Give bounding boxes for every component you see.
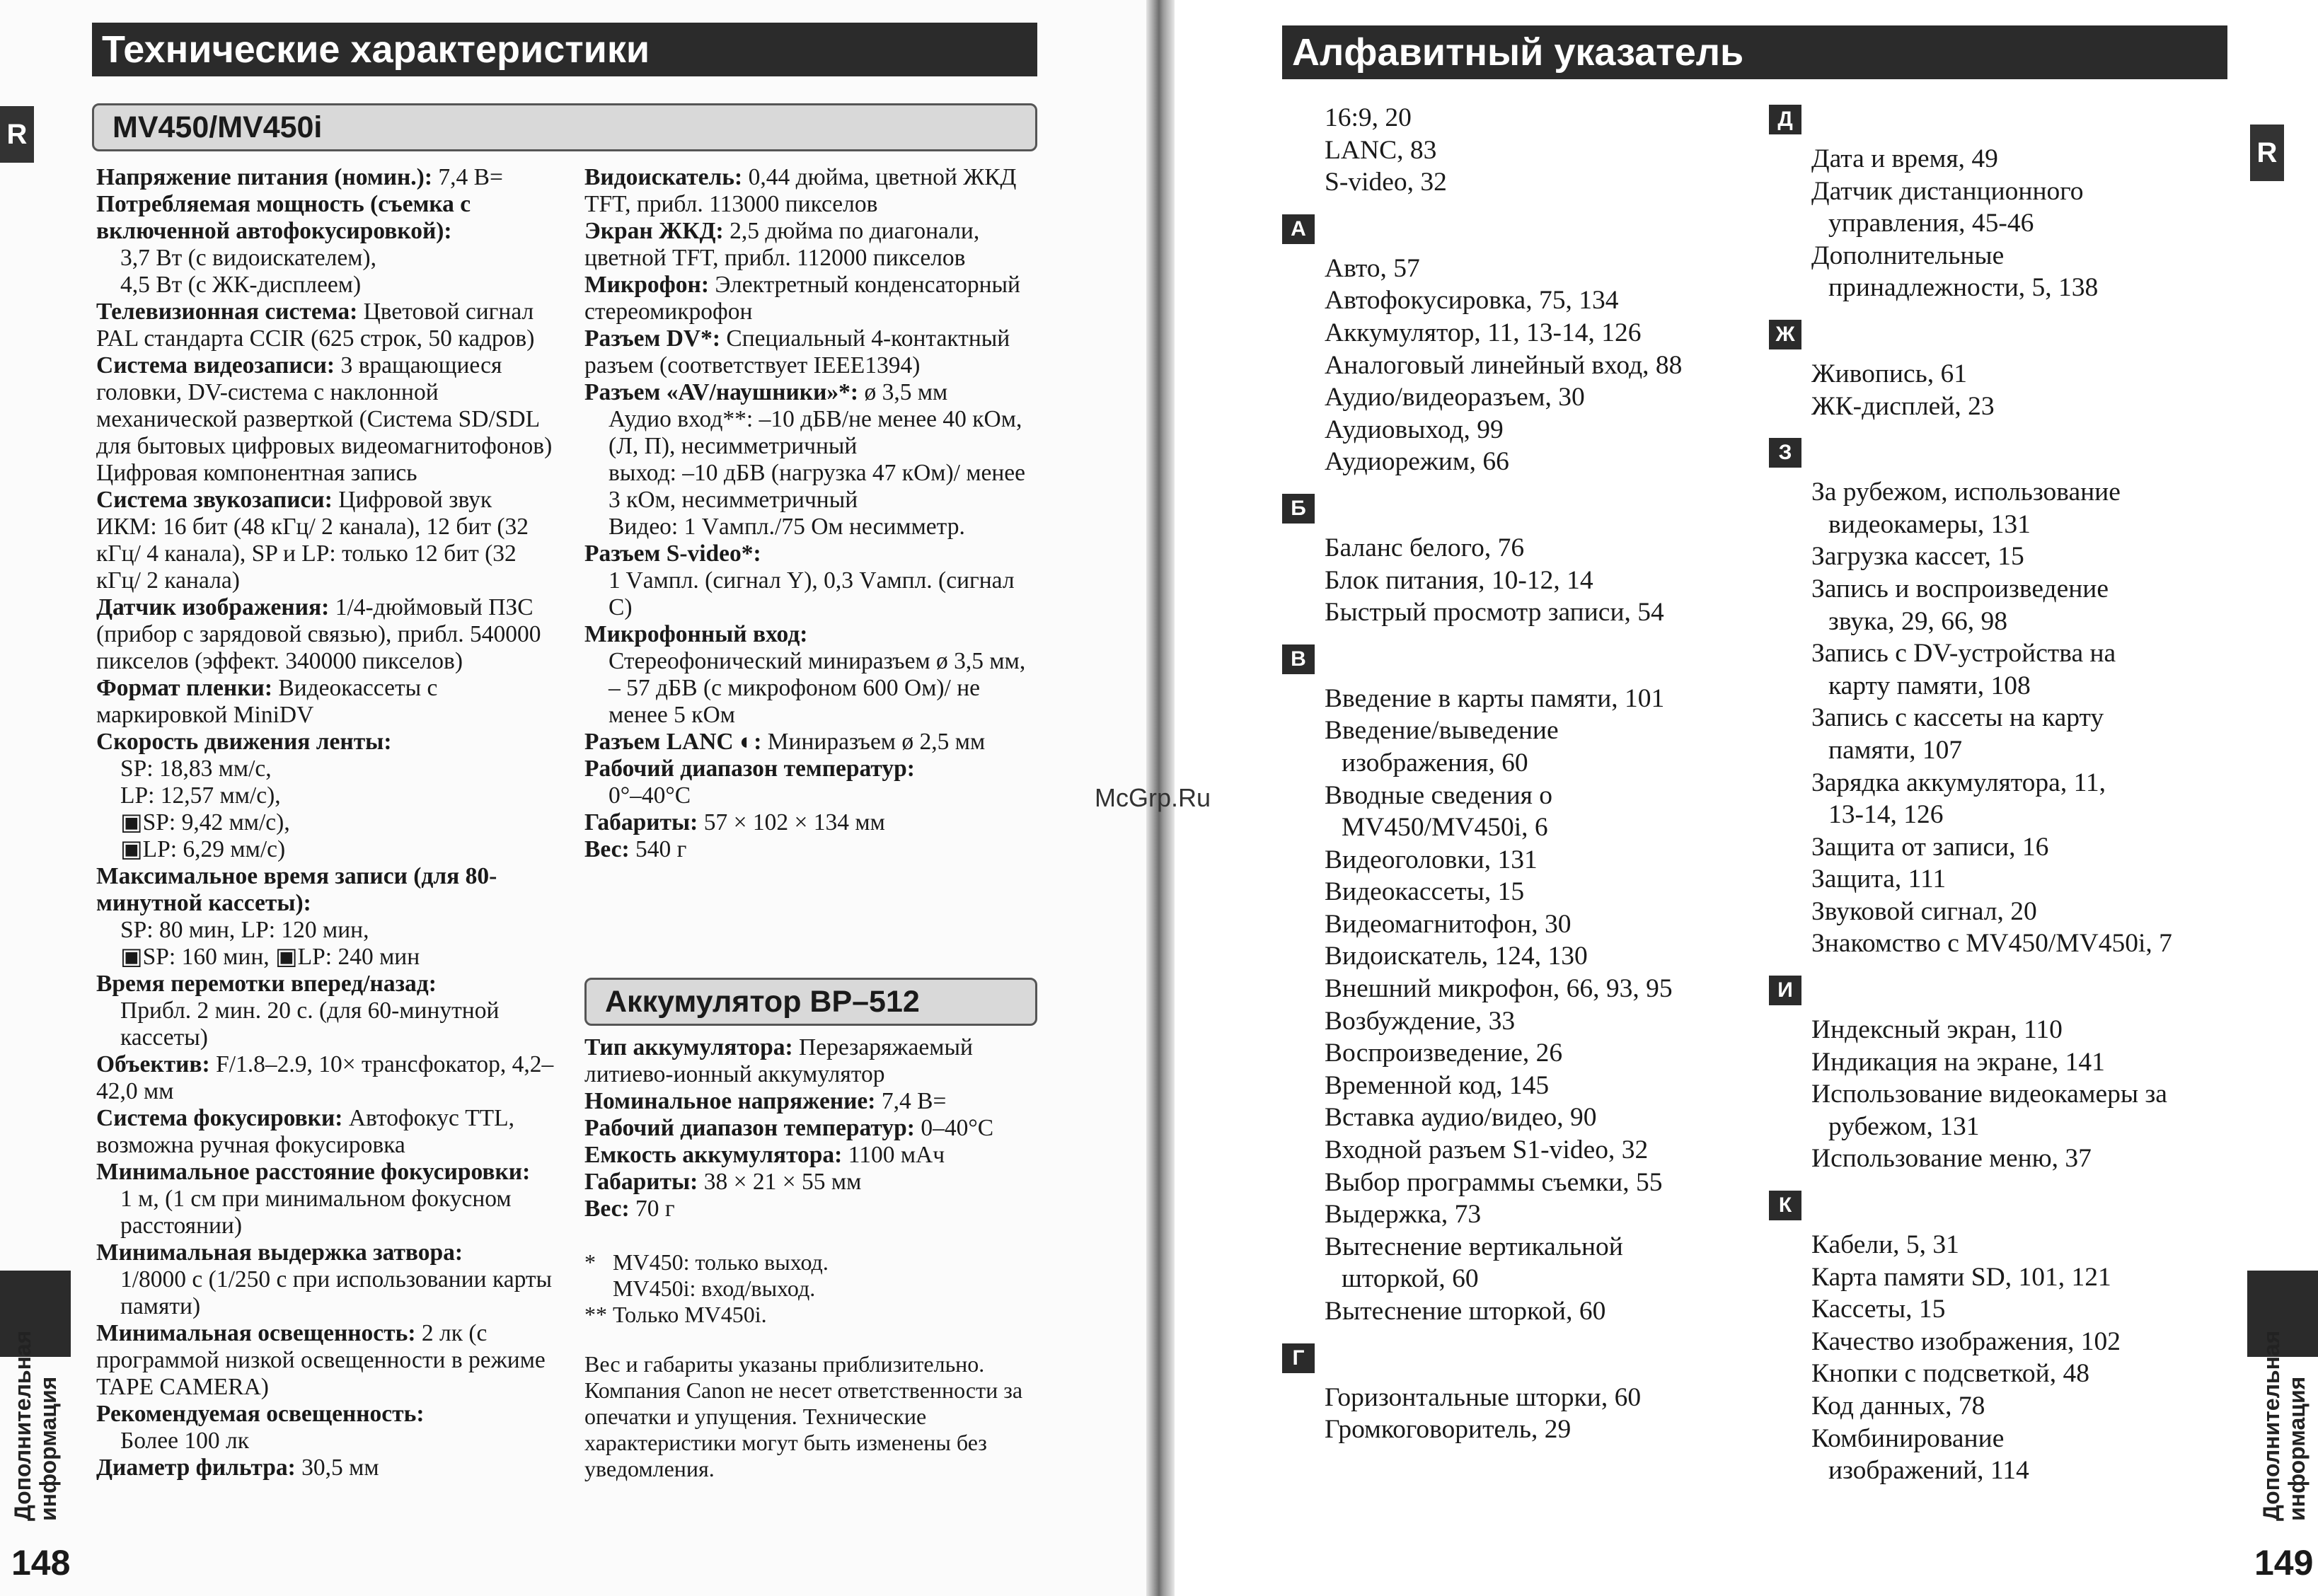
- index-entry-text: Авто, 57: [1325, 253, 1420, 283]
- spec-item: [96, 1051, 556, 1105]
- index-entry: [1769, 1326, 2236, 1358]
- index-entry-text: Внешний микрофон, 66, 93, 95: [1325, 974, 1673, 1004]
- index-letter-header: В: [1282, 644, 1315, 674]
- index-letter-header: Г: [1282, 1343, 1315, 1373]
- index-entry-text: Видоискатель, 124, 130: [1325, 942, 1588, 971]
- spec-key: Диаметр фильтра:: [96, 1455, 296, 1481]
- index-entry: [1769, 358, 2236, 391]
- index-entry-text: Видеоголовки, 131: [1325, 845, 1538, 874]
- page-number: 149: [2254, 1543, 2314, 1583]
- index-entry-text: Вытеснение шторкой, 60: [1325, 1297, 1606, 1326]
- index-entry-text: Защита, 111: [1811, 865, 1947, 894]
- spec-key: Микрофонный вход:: [584, 621, 808, 647]
- spec-item: [584, 325, 1037, 379]
- index-entry-text: Кнопки с подсветкой, 48: [1811, 1359, 2089, 1389]
- index-entry-text: Быстрый просмотр записи, 54: [1325, 598, 1664, 628]
- index-entry-text: S-video, 32: [1325, 168, 1447, 197]
- spec-item: [96, 1320, 556, 1401]
- index-entry-text: Запись с кассеты на карту: [1811, 703, 2104, 733]
- index-entry-text: Видеомагнитофон, 30: [1325, 909, 1572, 939]
- spec-key: Система фокусировки:: [96, 1105, 343, 1131]
- spec-item: [584, 729, 1037, 756]
- spec-key: Тип аккумулятора:: [584, 1034, 793, 1060]
- spec-item: [584, 1088, 1037, 1115]
- index-entry: [1769, 1229, 2236, 1261]
- spec-value: F/1.8–2.9, 10× трансфокатор, 4,2–42,0 мм: [96, 1051, 554, 1104]
- index-entry-text: Воспроизведение, 26: [1325, 1039, 1563, 1068]
- index-entry-text: Запись и воспроизведение: [1811, 574, 2109, 603]
- spec-key: Габариты:: [584, 809, 698, 835]
- index-entry: [1282, 1037, 1735, 1070]
- index-entry-text: Карта памяти SD, 101, 121: [1811, 1262, 2111, 1292]
- spec-key: Система звукозаписи:: [96, 487, 333, 513]
- spec-value: 70 г: [629, 1196, 675, 1222]
- spec-key: Минимальная освещенность:: [96, 1320, 416, 1346]
- spec-key: Емкость аккумулятора:: [584, 1142, 843, 1168]
- index-entry: [1769, 767, 2236, 831]
- index-entry-text: Кабели, 5, 31: [1811, 1230, 1959, 1260]
- side-label-line1: Дополнительная: [2259, 1330, 2284, 1521]
- side-label: [10, 1238, 81, 1521]
- index-entry-text: Индексный экран, 110: [1811, 1015, 2063, 1045]
- spec-value: Миниразъем ø 2,5 мм: [761, 729, 986, 755]
- spec-line: ▣LP: 6,29 мм/с): [120, 836, 286, 862]
- footnotes: [584, 1249, 1037, 1328]
- spec-key: Экран ЖКД:: [584, 218, 724, 244]
- spec-value: Перезаряжаемый литиево-ионный аккумулятор: [584, 1034, 973, 1087]
- spec-value: 7,4 В=: [875, 1088, 947, 1114]
- disclaimer: Вес и габариты указаны приблизительно. Компания Canon не несет ответственности за опечатки и упущения. Технические характеристики могут быть изменены без уведомления.: [584, 1351, 1023, 1481]
- index-entry: [1282, 683, 1735, 715]
- spec-item: [96, 971, 556, 1051]
- index-entry: [1282, 284, 1735, 317]
- index-entry: [1282, 596, 1735, 629]
- index-entry: [1282, 1134, 1735, 1167]
- index-entry: [1282, 253, 1735, 285]
- index-entry: [1282, 134, 1735, 167]
- spec-column-1: [96, 164, 556, 1481]
- side-label-line2: информация: [2284, 1376, 2310, 1521]
- index-entry: [1282, 102, 1735, 134]
- spec-key: Рабочий диапазон температур:: [584, 756, 915, 782]
- spec-item: [96, 191, 556, 299]
- index-entry-text: Звуковой сигнал, 20: [1811, 896, 2037, 926]
- index-entry: [1769, 1261, 2236, 1294]
- index-entry-text: Кассеты, 15: [1811, 1295, 1946, 1324]
- spec-item: [584, 1034, 1037, 1088]
- spec-item: [96, 863, 556, 971]
- index-entry-text: За рубежом, использование: [1811, 478, 2121, 507]
- index-entry: [1769, 637, 2236, 702]
- index-entry: [1282, 1295, 1735, 1328]
- index-entry: [1282, 381, 1735, 414]
- index-entry-text: Вставка аудио/видео, 90: [1325, 1103, 1597, 1133]
- spec-value: Цифровой звук ИКМ: 16 бит (48 кГц/ 2 канала), 12 бит (32 кГц/ 4 канала), SP и LP: только 12 бит (32 кГц/ 2 канала): [96, 487, 529, 594]
- spec-key: Формат пленки:: [96, 675, 272, 701]
- index-entry-text: Громкоговоритель, 29: [1325, 1415, 1572, 1445]
- spec-key: Вес:: [584, 1196, 630, 1222]
- index-entry: [1282, 876, 1735, 908]
- index-entry-continuation: MV450/MV450i, 6: [1342, 813, 1548, 843]
- index-entry-text: Дата и время, 49: [1811, 144, 1998, 173]
- index-entry: [1282, 317, 1735, 349]
- right-page: [1175, 0, 2318, 1596]
- spec-line: LP: 12,57 мм/с),: [120, 782, 281, 809]
- side-label-line2: информация: [35, 1376, 61, 1521]
- spec-line: 3,7 Вт (с видоискателем),: [120, 245, 376, 271]
- spec-item: [584, 756, 1037, 809]
- spec-line: ▣SP: 9,42 мм/с),: [120, 809, 290, 835]
- spec-key: Время перемотки вперед/назад:: [96, 971, 437, 997]
- spec-line: ▣SP: 160 мин, ▣LP: 240 мин: [120, 944, 420, 970]
- index-entry-text: Баланс белого, 76: [1325, 533, 1525, 562]
- index-entry: [1282, 446, 1735, 478]
- index-entry: [1769, 1293, 2236, 1326]
- spec-value: 0–40°C: [914, 1115, 994, 1141]
- spec-item: [96, 1239, 556, 1320]
- battery-specs: [584, 1034, 1037, 1222]
- spec-item: [584, 379, 1037, 540]
- spec-item: [584, 1169, 1037, 1196]
- footnote-line: * MV450: только выход.: [584, 1249, 829, 1275]
- spec-key: Система видеозаписи:: [96, 352, 335, 378]
- index-entry-text: Зарядка аккумулятора, 11,: [1811, 768, 2106, 797]
- index-entry: [1282, 532, 1735, 565]
- spec-item: [584, 540, 1037, 621]
- index-entry-text: Введение/выведение: [1325, 716, 1559, 746]
- spec-value: Цветовой сигнал PAL стандарта CCIR (625 строк, 50 кадров): [96, 299, 535, 352]
- index-entry: [1282, 1167, 1735, 1199]
- index-entry-continuation: 13-14, 126: [1828, 800, 1944, 830]
- section-tab-r: R: [0, 106, 34, 163]
- spec-item: [96, 299, 556, 352]
- spec-key: Разъем «AV/наушники»*:: [584, 379, 859, 405]
- index-entry-text: Аудиовыход, 99: [1325, 415, 1504, 444]
- index-entry-text: Выбор программы съемки, 55: [1325, 1167, 1663, 1197]
- page-number: 148: [11, 1543, 71, 1583]
- spec-item: [584, 621, 1037, 729]
- index-letter-header: И: [1769, 976, 1801, 1005]
- index-letter-header: Ж: [1769, 320, 1801, 349]
- spec-line: Стереофонический миниразъем ø 3,5 мм, – 57 дБВ (с микрофоном 600 Ом)/ не менее 5 кОм: [609, 648, 1032, 728]
- index-entry-text: Код данных, 78: [1811, 1392, 1985, 1421]
- index-entry-continuation: принадлежности, 5, 138: [1828, 273, 2099, 303]
- spec-value: 0,44 дюйма, цветной ЖКД TFT, прибл. 113000 пикселов: [584, 164, 1017, 217]
- spec-key: Микрофон:: [584, 272, 709, 298]
- index-entry: [1769, 1390, 2236, 1423]
- spec-value: ø 3,5 мм: [858, 379, 948, 405]
- index-entry-continuation: изображений, 114: [1828, 1456, 2029, 1486]
- index-entry: [1769, 1078, 2236, 1143]
- index-entry: [1282, 1070, 1735, 1102]
- index-entry: [1769, 863, 2236, 896]
- index-entry-text: Выдержка, 73: [1325, 1200, 1482, 1230]
- model-heading: MV450/MV450i: [92, 103, 1037, 151]
- index-entry: [1282, 844, 1735, 877]
- index-entry: [1282, 780, 1735, 844]
- spec-item: [584, 218, 1037, 272]
- index-entry-continuation: изображения, 60: [1342, 748, 1528, 777]
- index-column-1: [1282, 102, 1735, 1446]
- index-entry-text: Загрузка кассет, 15: [1811, 542, 2024, 572]
- spec-value: 1/4-дюймовый ПЗС (прибор с зарядовой связью), прибл. 540000 пикселов (эффект. 340000 пикселов): [96, 594, 541, 674]
- index-entry: [1769, 1046, 2236, 1079]
- spec-key: Номинальное напряжение:: [584, 1088, 876, 1114]
- spec-line: Видео: 1 Vампл./75 Ом несимметр.: [609, 514, 965, 540]
- index-entry-text: Введение в карты памяти, 101: [1325, 683, 1665, 713]
- index-entry-text: Аудио/видеоразъем, 30: [1325, 383, 1585, 412]
- index-entry: [1769, 1143, 2236, 1175]
- index-entry-text: Автофокусировка, 75, 134: [1325, 286, 1619, 316]
- spec-key: Потребляемая мощность (съемка с включенной автофокусировкой):: [96, 191, 471, 244]
- watermark-text: McGrp.Ru: [1095, 783, 1211, 812]
- spec-value: 3 вращающиеся головки, DV-система с наклонной механической разверткой (Система SD/SDL для бытовых цифровых видеомагнитофонов) Цифровая компонентная запись: [96, 352, 553, 486]
- spec-item: [584, 809, 1037, 836]
- index-letter-header: Б: [1282, 494, 1315, 524]
- spec-value: 2 лк (с программой низкой освещенности в режиме TAPE CAMERA): [96, 1320, 546, 1400]
- index-entry: [1769, 476, 2236, 540]
- index-column-2: [1769, 89, 2236, 1487]
- index-entry: [1282, 973, 1735, 1005]
- index-entry: [1282, 1005, 1735, 1038]
- section-tab-r: R: [2250, 125, 2284, 181]
- spec-value: 38 × 21 × 55 мм: [698, 1169, 862, 1195]
- spec-line: Более 100 лк: [120, 1428, 249, 1454]
- index-entry: [1282, 1413, 1735, 1446]
- spec-line: 1/8000 с (1/250 с при использовании карты памяти): [120, 1266, 558, 1319]
- spec-line: 0°–40°C: [609, 782, 691, 809]
- index-entry-text: Временной код, 145: [1325, 1070, 1550, 1100]
- index-entry: [1769, 573, 2236, 637]
- spec-value: Электретный конденсаторный стереомикрофон: [584, 272, 1020, 325]
- index-entry-text: Защита от записи, 16: [1811, 832, 2049, 862]
- index-entry-text: Знакомство с MV450/MV450i, 7: [1811, 929, 2172, 959]
- spec-value: 57 × 102 × 134 мм: [698, 809, 885, 835]
- spec-value: 7,4 В=: [432, 164, 503, 190]
- index-entry-text: Индикация на экране, 141: [1811, 1047, 2105, 1077]
- spec-line: 4,5 Вт (с ЖК-дисплеем): [120, 272, 362, 298]
- spec-key: Разъем LANC ◐:: [584, 729, 762, 755]
- spec-item: [584, 1196, 1037, 1222]
- index-entry-text: Запись с DV-устройства на: [1811, 639, 2116, 669]
- spec-item: [96, 1401, 556, 1455]
- spec-line: SP: 80 мин, LP: 120 мин,: [120, 917, 369, 943]
- spec-column-2: [584, 164, 1037, 863]
- index-entry-text: Аналоговый линейный вход, 88: [1325, 350, 1683, 380]
- spec-item: [96, 164, 556, 191]
- index-entry-text: LANC, 83: [1325, 135, 1437, 165]
- index-entry: [1769, 927, 2236, 960]
- spec-item: [96, 1105, 556, 1159]
- index-entry: [1769, 240, 2236, 304]
- index-entry: [1282, 1382, 1735, 1414]
- spec-item: [96, 1159, 556, 1239]
- index-entry: [1769, 831, 2236, 864]
- index-entry: [1769, 175, 2236, 240]
- battery-heading: Аккумулятор BP–512: [584, 978, 1037, 1026]
- spec-item: [584, 836, 1037, 863]
- spec-key: Рабочий диапазон температур:: [584, 1115, 915, 1141]
- spec-item: [584, 1115, 1037, 1142]
- spec-item: [96, 594, 556, 675]
- index-entry-text: Использование видеокамеры за: [1811, 1080, 2167, 1109]
- spec-value: 2,5 дюйма по диагонали, цветной TFT, прибл. 112000 пикселов: [584, 218, 980, 271]
- spec-value: Автофокус TTL, возможна ручная фокусировка: [96, 1105, 514, 1158]
- page-title: Алфавитный указатель: [1282, 25, 2227, 79]
- spec-value: Видеокассеты с маркировкой MiniDV: [96, 675, 438, 728]
- spec-value: 30,5 мм: [295, 1455, 379, 1481]
- index-entry: [1282, 908, 1735, 941]
- index-entry-text: Комбинирование: [1811, 1423, 2005, 1453]
- index-letter-header: А: [1282, 214, 1315, 244]
- index-entry-text: 16:9, 20: [1325, 103, 1412, 132]
- spec-value: Специальный 4-контактный разъем (соответствует IEEE1394): [584, 325, 1010, 378]
- index-letter-header: З: [1769, 438, 1801, 468]
- index-entry-continuation: памяти, 107: [1828, 735, 1963, 765]
- spec-key: Видоискатель:: [584, 164, 743, 190]
- index-entry-text: Вытеснение вертикальной: [1325, 1232, 1623, 1261]
- index-entry-text: Вводные сведения о: [1325, 780, 1553, 810]
- index-entry-text: Живопись, 61: [1811, 359, 1968, 388]
- spec-item: [96, 675, 556, 729]
- spec-value: 1100 мАч: [842, 1142, 945, 1168]
- index-entry: [1769, 1014, 2236, 1046]
- index-entry-text: Возбуждение, 33: [1325, 1006, 1516, 1036]
- spec-key: Вес:: [584, 836, 630, 862]
- spec-key: Разъем DV*:: [584, 325, 720, 352]
- index-entry-text: Аккумулятор, 11, 13-14, 126: [1325, 318, 1642, 347]
- index-entry: [1769, 143, 2236, 175]
- spec-key: Максимальное время записи (для 80-минутной кассеты):: [96, 863, 497, 916]
- index-entry-text: Горизонтальные шторки, 60: [1325, 1382, 1642, 1412]
- footnote-line: ** Только MV450i.: [584, 1302, 767, 1327]
- index-entry: [1282, 1198, 1735, 1231]
- index-entry: [1769, 540, 2236, 573]
- left-page: [0, 0, 1146, 1596]
- index-entry-continuation: карту памяти, 108: [1828, 671, 2031, 700]
- spec-item: [584, 272, 1037, 325]
- index-entry: [1282, 565, 1735, 597]
- index-entry: [1282, 1231, 1735, 1295]
- spec-line: 1 м, (1 см при минимальном фокусном расстоянии): [120, 1186, 517, 1239]
- spec-line: Прибл. 2 мин. 20 с. (для 60-минутной кассеты): [120, 998, 505, 1051]
- index-entry-text: Аудиорежим, 66: [1325, 447, 1509, 477]
- index-entry-continuation: управления, 45-46: [1828, 209, 2034, 238]
- index-entry-continuation: видеокамеры, 131: [1828, 509, 2031, 539]
- spec-item: [96, 487, 556, 594]
- spec-key: Телевизионная система:: [96, 299, 358, 325]
- footnote-line: MV450i: вход/выход.: [584, 1276, 816, 1301]
- index-entry: [1282, 166, 1735, 199]
- spec-line: Аудио вход**: –10 дБВ/не менее 40 кОм, (Л, П), несимметричный: [609, 406, 1028, 459]
- spec-item: [584, 164, 1037, 218]
- spec-line: SP: 18,83 мм/с,: [120, 756, 272, 782]
- spec-key: Объектив:: [96, 1051, 210, 1077]
- spec-key: Минимальная выдержка затвора:: [96, 1239, 463, 1266]
- spec-item: [584, 1142, 1037, 1169]
- spec-line: выход: –10 дБВ (нагрузка 47 кОм)/ менее 3 кОм, несимметричный: [609, 460, 1032, 513]
- spec-key: Рекомендуемая освещенность:: [96, 1401, 425, 1427]
- index-entry-text: Видеокассеты, 15: [1325, 877, 1525, 907]
- index-entry: [1769, 702, 2236, 766]
- index-entry-text: Входной разъем S1-video, 32: [1325, 1135, 1649, 1165]
- spec-value: 540 г: [629, 836, 687, 862]
- index-entry: [1282, 414, 1735, 446]
- page-title: Технические характеристики: [92, 23, 1037, 76]
- spec-key: Минимальное расстояние фокусировки:: [96, 1159, 531, 1185]
- index-entry-text: Датчик дистанционного: [1811, 176, 2084, 206]
- spec-key: Скорость движения ленты:: [96, 729, 392, 755]
- index-letter-header: Д: [1769, 105, 1801, 134]
- index-entry: [1282, 940, 1735, 973]
- index-entry: [1769, 391, 2236, 423]
- index-entry-text: Использование меню, 37: [1811, 1144, 2092, 1174]
- index-entry: [1769, 1358, 2236, 1390]
- index-entry-text: ЖК-дисплей, 23: [1811, 391, 1995, 421]
- spec-key: Напряжение питания (номин.):: [96, 164, 432, 190]
- side-label: [2259, 1238, 2318, 1521]
- spec-item: [96, 729, 556, 863]
- index-entry: [1282, 715, 1735, 779]
- index-entry-continuation: шторкой, 60: [1342, 1264, 1479, 1294]
- spec-line: 1 Vампл. (сигнал Y), 0,3 Vампл. (сигнал C): [609, 567, 1020, 620]
- spec-key: Датчик изображения:: [96, 594, 330, 620]
- spec-key: Разъем S-video*:: [584, 540, 761, 567]
- index-entry: [1769, 1423, 2236, 1487]
- index-entry-continuation: звука, 29, 66, 98: [1828, 606, 2008, 636]
- index-entry-text: Дополнительные: [1811, 241, 2005, 270]
- spec-key: Габариты:: [584, 1169, 698, 1195]
- index-entry-text: Качество изображения, 102: [1811, 1326, 2121, 1356]
- index-entry-continuation: рубежом, 131: [1828, 1111, 1980, 1141]
- side-label-line1: Дополнительная: [10, 1330, 35, 1521]
- index-entry-text: Блок питания, 10-12, 14: [1325, 565, 1593, 595]
- spec-item: [96, 352, 556, 487]
- spec-item: [96, 1455, 556, 1481]
- index-entry: [1282, 349, 1735, 382]
- index-letter-header: К: [1769, 1191, 1801, 1220]
- index-entry: [1769, 896, 2236, 928]
- index-entry: [1282, 1101, 1735, 1134]
